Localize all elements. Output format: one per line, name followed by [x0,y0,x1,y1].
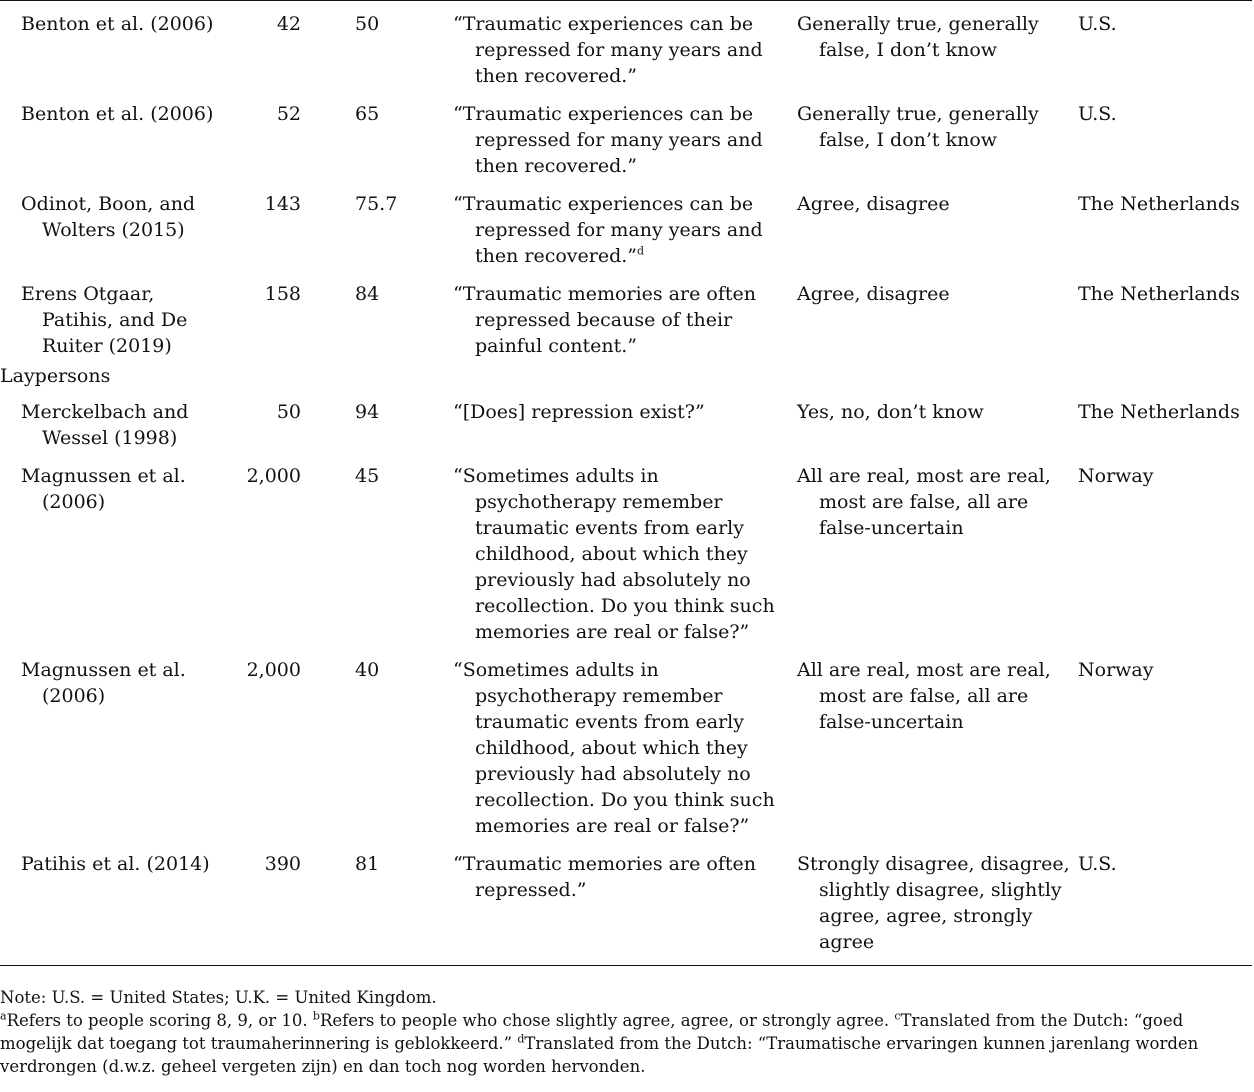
study-cell-text: Benton et al. (2006) [21,103,214,125]
country-cell [1070,841,1252,957]
response-options-cell [790,271,1070,361]
response-options-cell-text: Yes, no, don’t know [797,401,984,423]
response-options-cell [790,1,1070,91]
response-options-cell [790,841,1070,957]
country-cell-text: U.S. [1078,13,1117,35]
survey-item-cell [445,389,790,453]
survey-item-cell-text: “Sometimes adults in psychotherapy remember traumatic events from early childhood, about which they previously had absolutely no recollection. Do you think such memories are real or false?” [453,659,775,837]
sample-size-cell-text: 158 [264,283,301,305]
survey-item-cell [445,91,790,181]
country-cell-text: The Netherlands [1078,193,1240,215]
survey-item-cell [445,271,790,361]
survey-item-cell-text: “Traumatic experiences can be repressed for many years and then recovered.” [453,193,763,267]
study-cell [0,389,230,453]
bottom-rule-row [0,957,1252,966]
study-cell-text: Erens Otgaar, Patihis, and De Ruiter (2019) [21,283,188,357]
country-cell [1070,453,1252,647]
section-label: Laypersons [0,365,111,387]
percentage-cell-text: 45 [355,465,380,487]
sample-size-cell-text: 50 [276,401,301,423]
footnote-marker-b: b [312,1009,320,1023]
percentage-cell-text: 94 [355,401,380,423]
survey-item-cell [445,841,790,957]
country-cell [1070,91,1252,181]
table-row [0,647,1252,841]
survey-item-cell [445,181,790,271]
country-cell-text: U.S. [1078,853,1117,875]
country-cell [1070,647,1252,841]
study-cell [0,91,230,181]
response-options-cell [790,453,1070,647]
sample-size-cell-text: 52 [276,103,301,125]
survey-item-cell-text: “Traumatic memories are often repressed because of their painful content.” [453,283,756,357]
sample-size-cell [230,1,305,91]
note-footnotes [0,1009,1240,1078]
footnote-marker-d: d [517,1032,525,1046]
study-cell-text: Benton et al. (2006) [21,13,214,35]
table-section [0,361,1252,389]
percentage-cell-text: 75.7 [355,193,398,215]
table-row [0,389,1252,453]
sample-size-cell-text: 2,000 [246,659,301,681]
response-options-cell-text: Strongly disagree, disagree, slightly disagree, slightly agree, agree, strongly agree [797,853,1070,953]
survey-item-cell [445,453,790,647]
percentage-cell [305,271,445,361]
section-row [0,361,1252,389]
country-cell [1070,389,1252,453]
table-bottom [0,957,1252,966]
response-options-cell [790,91,1070,181]
table-row [0,1,1252,91]
sample-size-cell [230,389,305,453]
item-footnote-marker: d [637,244,645,258]
sample-size-cell-text: 390 [264,853,301,875]
study-cell-text: Odinot, Boon, and Wolters (2015) [21,193,196,241]
percentage-cell [305,181,445,271]
percentage-cell [305,841,445,957]
sample-size-cell [230,841,305,957]
study-cell [0,453,230,647]
percentage-cell-text: 81 [355,853,380,875]
survey-item-cell-text: “Traumatic memories are often repressed.” [453,853,756,901]
percentage-cell-text: 84 [355,283,380,305]
percentage-cell-text: 65 [355,103,380,125]
sample-size-cell-text: 143 [264,193,301,215]
table-row [0,453,1252,647]
response-options-cell-text: Generally true, generally false, I don’t know [797,103,1039,151]
percentage-cell-text: 50 [355,13,380,35]
footnote-marker-c: c [894,1009,901,1023]
percentage-cell [305,91,445,181]
study-cell-text: Merckelbach and Wessel (1998) [21,401,189,449]
country-cell-text: U.S. [1078,103,1117,125]
study-cell [0,841,230,957]
results-table [0,1,1252,966]
table-row [0,271,1252,361]
table-row [0,841,1252,957]
response-options-cell [790,389,1070,453]
percentage-cell [305,1,445,91]
percentage-cell [305,453,445,647]
country-cell [1070,271,1252,361]
study-cell [0,647,230,841]
country-cell-text: Norway [1078,659,1154,681]
sample-size-cell [230,271,305,361]
bottom-rule [0,957,1252,966]
response-options-cell-text: Agree, disagree [797,283,950,305]
footnote-d: Translated from the Dutch: “Traumatische ervaringen kunnen jarenlang worden verdrongen (d.w.z. geheel vergeten zijn) en dan toch nog worden hervonden. [0,1034,1199,1076]
sample-size-cell-text: 42 [276,13,301,35]
country-cell-text: The Netherlands [1078,283,1240,305]
country-cell [1070,181,1252,271]
response-options-cell [790,181,1070,271]
survey-item-cell-text: “Sometimes adults in psychotherapy remember traumatic events from early childhood, about which they previously had absolutely no recollection. Do you think such memories are real or false?” [453,465,775,643]
table-body-group-2 [0,389,1252,957]
percentage-cell [305,647,445,841]
sample-size-cell [230,181,305,271]
study-cell-text: Magnussen et al. (2006) [21,659,186,707]
country-cell-text: Norway [1078,465,1154,487]
country-cell-text: The Netherlands [1078,401,1240,423]
footnote-c: Translated from the Dutch: “goed mogelijk dat toegang tot traumaherinnering is geblokkeerd.” [0,1011,1184,1053]
study-cell [0,271,230,361]
study-cell [0,1,230,91]
footnote-b: Refers to people who chose slightly agree, agree, or strongly agree. [319,1011,895,1030]
percentage-cell [305,389,445,453]
country-cell [1070,1,1252,91]
survey-item-cell [445,647,790,841]
survey-item-cell-text: “Traumatic experiences can be repressed for many years and then recovered.” [453,103,763,177]
footnote-marker-a: a [0,1009,7,1023]
study-cell [0,181,230,271]
survey-item-cell [445,1,790,91]
sample-size-cell-text: 2,000 [246,465,301,487]
footnote-a: Refers to people scoring 8, 9, or 10. [6,1011,313,1030]
table-notes [0,986,1240,1078]
response-options-cell [790,647,1070,841]
percentage-cell-text: 40 [355,659,380,681]
sample-size-cell [230,647,305,841]
table-row [0,91,1252,181]
note-abbreviations: Note: U.S. = United States; U.K. = United Kingdom. [0,988,437,1007]
survey-item-cell-text: “[Does] repression exist?” [453,401,705,423]
response-options-cell-text: All are real, most are real, most are false, all are false-uncertain [797,465,1051,539]
response-options-cell-text: All are real, most are real, most are false, all are false-uncertain [797,659,1051,733]
study-cell-text: Patihis et al. (2014) [21,853,210,875]
table-body-group-1 [0,1,1252,361]
study-cell-text: Magnussen et al. (2006) [21,465,186,513]
response-options-cell-text: Generally true, generally false, I don’t know [797,13,1039,61]
sample-size-cell [230,91,305,181]
sample-size-cell [230,453,305,647]
response-options-cell-text: Agree, disagree [797,193,950,215]
table-row [0,181,1252,271]
survey-item-cell-text: “Traumatic experiences can be repressed for many years and then recovered.” [453,13,763,87]
